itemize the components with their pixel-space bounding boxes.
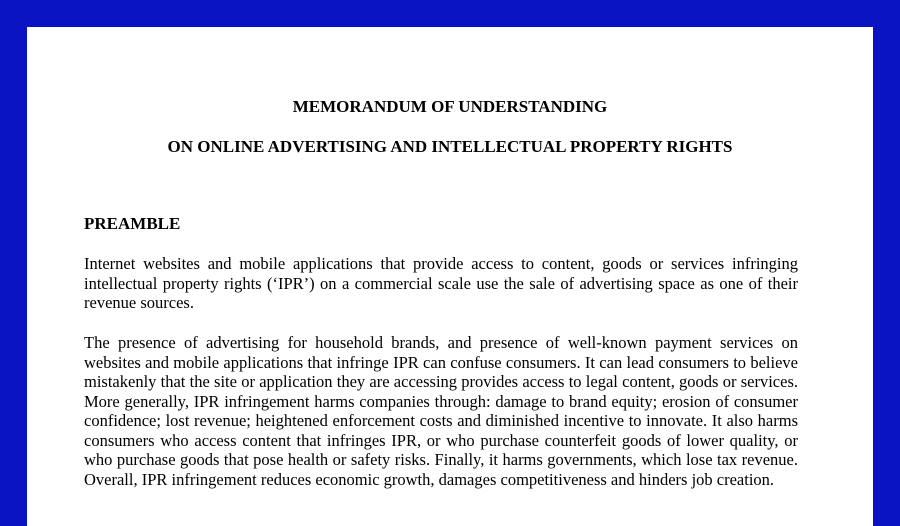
document-title: MEMORANDUM OF UNDERSTANDING: [292, 97, 608, 116]
paragraph-1: Internet websites and mobile applications that provide access to content, goods or services infringing intellectual property rights (‘IPR’) on a commercial scale use the sale of advertising space as one of their revenue sources.: [84, 254, 798, 312]
document-page: [27, 27, 873, 526]
paragraph-2: The presence of advertising for household brands, and presence of well-known payment services on websites and mobile applications that infringe IPR can confuse consumers. It can lead consumers to believe mistakenly that the site or application they are accessing provides access to legal content, goods or services. More generally, IPR infringement harms companies through: damage to brand equity; erosion of consumer confidence; lost revenue; heightened enforcement costs and diminished incentive to innovate. It also harms consumers who access content that infringes IPR, or who purchase counterfeit goods of lower quality, or who purchase goods that pose health or safety risks. Finally, it harms governments, which lose tax revenue. Overall, IPR infringement reduces economic growth, damages competitiveness and hinders job creation.: [84, 333, 798, 489]
document-subtitle: ON ONLINE ADVERTISING AND INTELLECTUAL PROPERTY RIGHTS: [167, 137, 733, 156]
section-heading-preamble: PREAMBLE: [84, 214, 181, 233]
